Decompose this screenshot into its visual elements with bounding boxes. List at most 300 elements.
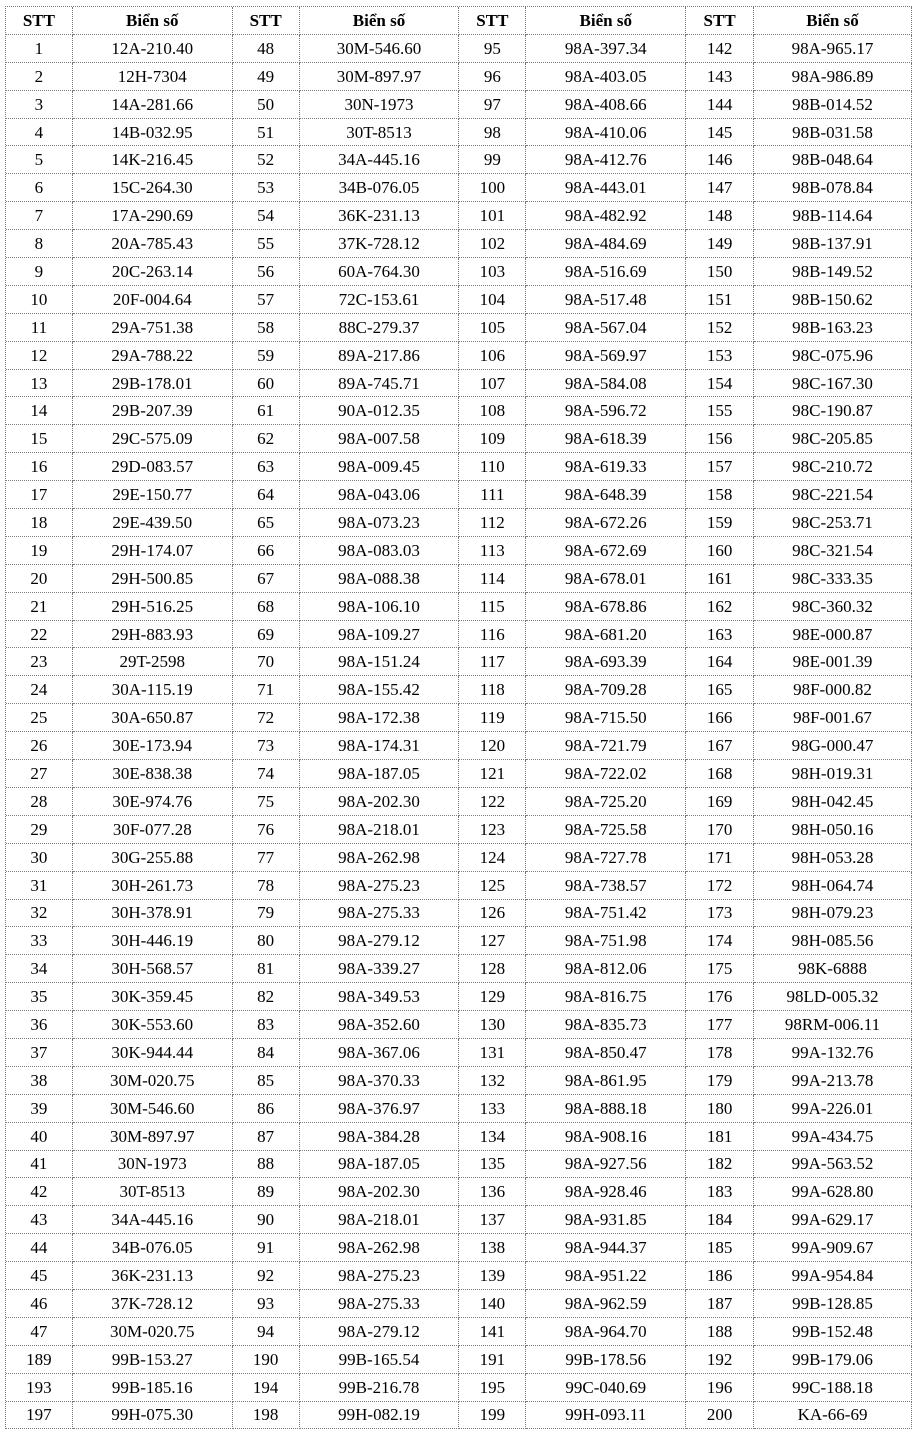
stt-cell: 114	[459, 565, 526, 593]
stt-cell: 5	[6, 146, 73, 174]
table-row	[6, 342, 912, 370]
table-row	[6, 1123, 912, 1151]
plate-cell: 98B-114.64	[754, 202, 912, 230]
table-row	[6, 481, 912, 509]
stt-cell: 86	[233, 1095, 300, 1123]
stt-cell: 185	[686, 1234, 754, 1262]
stt-cell: 188	[686, 1318, 754, 1346]
header-stt: STT	[6, 7, 73, 35]
stt-cell: 164	[686, 648, 754, 676]
table-row	[6, 119, 912, 147]
plate-cell: 98A-403.05	[526, 63, 686, 91]
plate-cell: 99B-185.16	[73, 1374, 233, 1402]
plate-cell: 99B-128.85	[754, 1290, 912, 1318]
table-row	[6, 788, 912, 816]
stt-cell: 18	[6, 509, 73, 537]
stt-cell: 193	[6, 1374, 73, 1402]
plate-cell: 29A-788.22	[73, 342, 233, 370]
stt-cell: 161	[686, 565, 754, 593]
stt-cell: 10	[6, 286, 73, 314]
stt-cell: 190	[233, 1346, 300, 1374]
stt-cell: 56	[233, 258, 300, 286]
plate-cell: 30E-974.76	[73, 788, 233, 816]
stt-cell: 54	[233, 202, 300, 230]
stt-cell: 162	[686, 593, 754, 621]
table-row	[6, 565, 912, 593]
plate-cell: 30M-546.60	[73, 1095, 233, 1123]
stt-cell: 138	[459, 1234, 526, 1262]
plate-cell: 36K-231.13	[300, 202, 460, 230]
plate-cell: 29H-500.85	[73, 565, 233, 593]
stt-cell: 67	[233, 565, 300, 593]
stt-cell: 167	[686, 732, 754, 760]
stt-cell: 145	[686, 119, 754, 147]
stt-cell: 136	[459, 1178, 526, 1206]
stt-cell: 200	[686, 1402, 754, 1430]
stt-cell: 140	[459, 1290, 526, 1318]
stt-cell: 91	[233, 1234, 300, 1262]
plate-cell: 98A-073.23	[300, 509, 460, 537]
stt-cell: 76	[233, 816, 300, 844]
plate-cell: 98A-751.42	[526, 900, 686, 928]
table-header	[6, 7, 912, 35]
stt-cell: 103	[459, 258, 526, 286]
plate-cell: 36K-231.13	[73, 1262, 233, 1290]
stt-cell: 131	[459, 1039, 526, 1067]
plate-cell: 98A-262.98	[300, 844, 460, 872]
stt-cell: 43	[6, 1206, 73, 1234]
plate-cell: 98A-928.46	[526, 1178, 686, 1206]
license-plate-table	[5, 6, 912, 1429]
plate-cell: 98A-376.97	[300, 1095, 460, 1123]
plate-cell: 30A-650.87	[73, 704, 233, 732]
plate-cell: 98B-031.58	[754, 119, 912, 147]
stt-cell: 139	[459, 1262, 526, 1290]
stt-cell: 20	[6, 565, 73, 593]
stt-cell: 62	[233, 425, 300, 453]
stt-cell: 59	[233, 342, 300, 370]
stt-cell: 3	[6, 91, 73, 119]
plate-cell: 98A-986.89	[754, 63, 912, 91]
table-row	[6, 648, 912, 676]
stt-cell: 98	[459, 119, 526, 147]
plate-cell: 99A-628.80	[754, 1178, 912, 1206]
stt-cell: 51	[233, 119, 300, 147]
stt-cell: 189	[6, 1346, 73, 1374]
plate-cell: 30M-897.97	[300, 63, 460, 91]
plate-cell: 88C-279.37	[300, 314, 460, 342]
stt-cell: 127	[459, 927, 526, 955]
stt-cell: 187	[686, 1290, 754, 1318]
plate-cell: 30T-8513	[300, 119, 460, 147]
stt-cell: 197	[6, 1402, 73, 1430]
stt-cell: 152	[686, 314, 754, 342]
plate-cell: 98A-738.57	[526, 872, 686, 900]
stt-cell: 50	[233, 91, 300, 119]
stt-cell: 174	[686, 927, 754, 955]
stt-cell: 117	[459, 648, 526, 676]
plate-cell: 98A-693.39	[526, 648, 686, 676]
table-row	[6, 1318, 912, 1346]
stt-cell: 39	[6, 1095, 73, 1123]
plate-cell: 98A-151.24	[300, 648, 460, 676]
stt-cell: 75	[233, 788, 300, 816]
plate-cell: 98A-725.58	[526, 816, 686, 844]
stt-cell: 65	[233, 509, 300, 537]
stt-cell: 126	[459, 900, 526, 928]
stt-cell: 44	[6, 1234, 73, 1262]
stt-cell: 95	[459, 35, 526, 63]
table-row	[6, 900, 912, 928]
stt-cell: 42	[6, 1178, 73, 1206]
stt-cell: 101	[459, 202, 526, 230]
plate-cell: 98B-163.23	[754, 314, 912, 342]
stt-cell: 32	[6, 900, 73, 928]
stt-cell: 156	[686, 425, 754, 453]
plate-cell: 98C-253.71	[754, 509, 912, 537]
plate-cell: 98A-861.95	[526, 1067, 686, 1095]
plate-cell: 99A-132.76	[754, 1039, 912, 1067]
plate-cell: 98H-019.31	[754, 760, 912, 788]
stt-cell: 171	[686, 844, 754, 872]
stt-cell: 132	[459, 1067, 526, 1095]
plate-cell: 20F-004.64	[73, 286, 233, 314]
plate-cell: 98C-167.30	[754, 370, 912, 398]
stt-cell: 1	[6, 35, 73, 63]
plate-cell: 30K-553.60	[73, 1011, 233, 1039]
plate-cell: 98A-367.06	[300, 1039, 460, 1067]
plate-cell: 98A-962.59	[526, 1290, 686, 1318]
stt-cell: 172	[686, 872, 754, 900]
table-row	[6, 704, 912, 732]
table-row	[6, 1402, 912, 1430]
stt-cell: 173	[686, 900, 754, 928]
plate-cell: 98A-672.26	[526, 509, 686, 537]
plate-cell: 98A-596.72	[526, 397, 686, 425]
table-row	[6, 509, 912, 537]
stt-cell: 92	[233, 1262, 300, 1290]
stt-cell: 38	[6, 1067, 73, 1095]
plate-cell: 30E-173.94	[73, 732, 233, 760]
plate-cell: 98A-279.12	[300, 927, 460, 955]
plate-cell: 98A-172.38	[300, 704, 460, 732]
plate-cell: 37K-728.12	[300, 230, 460, 258]
plate-cell: 99B-216.78	[300, 1374, 460, 1402]
table-row	[6, 927, 912, 955]
stt-cell: 144	[686, 91, 754, 119]
stt-cell: 118	[459, 676, 526, 704]
plate-cell: 98C-075.96	[754, 342, 912, 370]
plate-cell: 98LD-005.32	[754, 983, 912, 1011]
header-stt: STT	[686, 7, 754, 35]
plate-cell: 29H-883.93	[73, 621, 233, 649]
table-row	[6, 1067, 912, 1095]
plate-cell: 98B-048.64	[754, 146, 912, 174]
plate-cell: 98A-672.69	[526, 537, 686, 565]
stt-cell: 72	[233, 704, 300, 732]
plate-cell: 29E-150.77	[73, 481, 233, 509]
plate-cell: 99B-152.48	[754, 1318, 912, 1346]
stt-cell: 82	[233, 983, 300, 1011]
stt-cell: 73	[233, 732, 300, 760]
plate-cell: 98A-275.23	[300, 1262, 460, 1290]
stt-cell: 49	[233, 63, 300, 91]
table-row	[6, 425, 912, 453]
plate-cell: 98A-482.92	[526, 202, 686, 230]
stt-cell: 41	[6, 1151, 73, 1179]
plate-cell: 98A-275.33	[300, 900, 460, 928]
stt-cell: 163	[686, 621, 754, 649]
plate-cell: 98H-050.16	[754, 816, 912, 844]
plate-cell: 99B-179.06	[754, 1346, 912, 1374]
table-row	[6, 35, 912, 63]
plate-cell: 98A-007.58	[300, 425, 460, 453]
table-row	[6, 258, 912, 286]
plate-cell: 17A-290.69	[73, 202, 233, 230]
stt-cell: 77	[233, 844, 300, 872]
plate-cell: 90A-012.35	[300, 397, 460, 425]
plate-cell: 98A-709.28	[526, 676, 686, 704]
plate-cell: 20C-263.14	[73, 258, 233, 286]
plate-cell: 99B-178.56	[526, 1346, 686, 1374]
plate-cell: 15C-264.30	[73, 174, 233, 202]
stt-cell: 102	[459, 230, 526, 258]
table-row	[6, 537, 912, 565]
table-row	[6, 816, 912, 844]
plate-cell: 30A-115.19	[73, 676, 233, 704]
stt-cell: 23	[6, 648, 73, 676]
stt-cell: 30	[6, 844, 73, 872]
plate-cell: 29T-2598	[73, 648, 233, 676]
plate-cell: 98B-150.62	[754, 286, 912, 314]
stt-cell: 160	[686, 537, 754, 565]
stt-cell: 119	[459, 704, 526, 732]
stt-cell: 7	[6, 202, 73, 230]
plate-cell: 12A-210.40	[73, 35, 233, 63]
stt-cell: 61	[233, 397, 300, 425]
plate-cell: 98H-064.74	[754, 872, 912, 900]
stt-cell: 25	[6, 704, 73, 732]
stt-cell: 191	[459, 1346, 526, 1374]
plate-cell: 99A-629.17	[754, 1206, 912, 1234]
stt-cell: 137	[459, 1206, 526, 1234]
plate-cell: 99A-226.01	[754, 1095, 912, 1123]
plate-cell: 98A-155.42	[300, 676, 460, 704]
stt-cell: 133	[459, 1095, 526, 1123]
stt-cell: 21	[6, 593, 73, 621]
stt-cell: 141	[459, 1318, 526, 1346]
stt-cell: 107	[459, 370, 526, 398]
stt-cell: 149	[686, 230, 754, 258]
stt-cell: 60	[233, 370, 300, 398]
plate-cell: 30H-446.19	[73, 927, 233, 955]
plate-cell: 98A-187.05	[300, 760, 460, 788]
plate-cell: 99C-040.69	[526, 1374, 686, 1402]
plate-cell: 98A-352.60	[300, 1011, 460, 1039]
stt-cell: 115	[459, 593, 526, 621]
stt-cell: 146	[686, 146, 754, 174]
plate-cell: 98A-725.20	[526, 788, 686, 816]
plate-cell: 98A-083.03	[300, 537, 460, 565]
stt-cell: 155	[686, 397, 754, 425]
plate-cell: 98C-205.85	[754, 425, 912, 453]
plate-cell: 98E-001.39	[754, 648, 912, 676]
plate-cell: 30H-568.57	[73, 955, 233, 983]
stt-cell: 70	[233, 648, 300, 676]
stt-cell: 166	[686, 704, 754, 732]
plate-cell: 98A-944.37	[526, 1234, 686, 1262]
table-row	[6, 760, 912, 788]
header-stt: STT	[459, 7, 526, 35]
plate-cell: 98RM-006.11	[754, 1011, 912, 1039]
plate-cell: 98A-349.53	[300, 983, 460, 1011]
table-row	[6, 872, 912, 900]
stt-cell: 12	[6, 342, 73, 370]
plate-cell: 29H-516.25	[73, 593, 233, 621]
plate-cell: 98H-053.28	[754, 844, 912, 872]
table-row	[6, 983, 912, 1011]
plate-cell: 98H-079.23	[754, 900, 912, 928]
stt-cell: 2	[6, 63, 73, 91]
plate-cell: 98A-218.01	[300, 1206, 460, 1234]
stt-cell: 36	[6, 1011, 73, 1039]
stt-cell: 151	[686, 286, 754, 314]
stt-cell: 11	[6, 314, 73, 342]
plate-cell: 99B-165.54	[300, 1346, 460, 1374]
stt-cell: 46	[6, 1290, 73, 1318]
stt-cell: 168	[686, 760, 754, 788]
header-plate: Biển số	[526, 7, 686, 35]
plate-cell: 29C-575.09	[73, 425, 233, 453]
stt-cell: 53	[233, 174, 300, 202]
stt-cell: 116	[459, 621, 526, 649]
plate-cell: 98A-517.48	[526, 286, 686, 314]
stt-cell: 48	[233, 35, 300, 63]
plate-cell: 98A-443.01	[526, 174, 686, 202]
plate-cell: 98A-964.70	[526, 1318, 686, 1346]
stt-cell: 176	[686, 983, 754, 1011]
table-row	[6, 732, 912, 760]
plate-cell: 30H-378.91	[73, 900, 233, 928]
stt-cell: 83	[233, 1011, 300, 1039]
plate-cell: 98A-931.85	[526, 1206, 686, 1234]
table-row	[6, 314, 912, 342]
stt-cell: 40	[6, 1123, 73, 1151]
plate-cell: 30F-077.28	[73, 816, 233, 844]
stt-cell: 100	[459, 174, 526, 202]
plate-cell: 30E-838.38	[73, 760, 233, 788]
stt-cell: 181	[686, 1123, 754, 1151]
stt-cell: 142	[686, 35, 754, 63]
header-plate: Biển số	[73, 7, 233, 35]
stt-cell: 13	[6, 370, 73, 398]
stt-cell: 85	[233, 1067, 300, 1095]
stt-cell: 4	[6, 119, 73, 147]
stt-cell: 105	[459, 314, 526, 342]
plate-cell: 99H-075.30	[73, 1402, 233, 1430]
stt-cell: 97	[459, 91, 526, 119]
plate-cell: 30K-359.45	[73, 983, 233, 1011]
stt-cell: 180	[686, 1095, 754, 1123]
stt-cell: 84	[233, 1039, 300, 1067]
stt-cell: 79	[233, 900, 300, 928]
plate-cell: 98A-727.78	[526, 844, 686, 872]
plate-cell: 99H-082.19	[300, 1402, 460, 1430]
plate-cell: KA-66-69	[754, 1402, 912, 1430]
stt-cell: 120	[459, 732, 526, 760]
plate-cell: 34B-076.05	[73, 1234, 233, 1262]
stt-cell: 106	[459, 342, 526, 370]
plate-cell: 99A-434.75	[754, 1123, 912, 1151]
stt-cell: 150	[686, 258, 754, 286]
stt-cell: 159	[686, 509, 754, 537]
stt-cell: 90	[233, 1206, 300, 1234]
plate-cell: 98A-202.30	[300, 1178, 460, 1206]
stt-cell: 15	[6, 425, 73, 453]
plate-cell: 98A-721.79	[526, 732, 686, 760]
stt-cell: 195	[459, 1374, 526, 1402]
stt-cell: 122	[459, 788, 526, 816]
table-row	[6, 844, 912, 872]
stt-cell: 34	[6, 955, 73, 983]
plate-cell: 30M-020.75	[73, 1318, 233, 1346]
stt-cell: 165	[686, 676, 754, 704]
stt-cell: 29	[6, 816, 73, 844]
stt-cell: 88	[233, 1151, 300, 1179]
plate-cell: 98A-484.69	[526, 230, 686, 258]
stt-cell: 74	[233, 760, 300, 788]
plate-cell: 98A-370.33	[300, 1067, 460, 1095]
stt-cell: 108	[459, 397, 526, 425]
stt-cell: 183	[686, 1178, 754, 1206]
table-row	[6, 1039, 912, 1067]
plate-cell: 30H-261.73	[73, 872, 233, 900]
plate-cell: 72C-153.61	[300, 286, 460, 314]
stt-cell: 55	[233, 230, 300, 258]
plate-cell: 14A-281.66	[73, 91, 233, 119]
plate-cell: 98A-516.69	[526, 258, 686, 286]
table-row	[6, 1095, 912, 1123]
table-row	[6, 91, 912, 119]
plate-cell: 98A-850.47	[526, 1039, 686, 1067]
stt-cell: 169	[686, 788, 754, 816]
plate-cell: 30K-944.44	[73, 1039, 233, 1067]
stt-cell: 130	[459, 1011, 526, 1039]
plate-cell: 29H-174.07	[73, 537, 233, 565]
plate-cell: 98A-569.97	[526, 342, 686, 370]
plate-cell: 29A-751.38	[73, 314, 233, 342]
plate-cell: 30M-020.75	[73, 1067, 233, 1095]
stt-cell: 9	[6, 258, 73, 286]
stt-cell: 121	[459, 760, 526, 788]
stt-cell: 109	[459, 425, 526, 453]
stt-cell: 129	[459, 983, 526, 1011]
plate-cell: 98A-812.06	[526, 955, 686, 983]
stt-cell: 158	[686, 481, 754, 509]
plate-cell: 12H-7304	[73, 63, 233, 91]
stt-cell: 128	[459, 955, 526, 983]
plate-cell: 98A-279.12	[300, 1318, 460, 1346]
stt-cell: 154	[686, 370, 754, 398]
stt-cell: 111	[459, 481, 526, 509]
table-row	[6, 955, 912, 983]
header-plate: Biển số	[754, 7, 912, 35]
header-stt: STT	[233, 7, 300, 35]
plate-cell: 60A-764.30	[300, 258, 460, 286]
plate-cell: 98A-088.38	[300, 565, 460, 593]
plate-cell: 98A-888.18	[526, 1095, 686, 1123]
plate-cell: 98F-000.82	[754, 676, 912, 704]
